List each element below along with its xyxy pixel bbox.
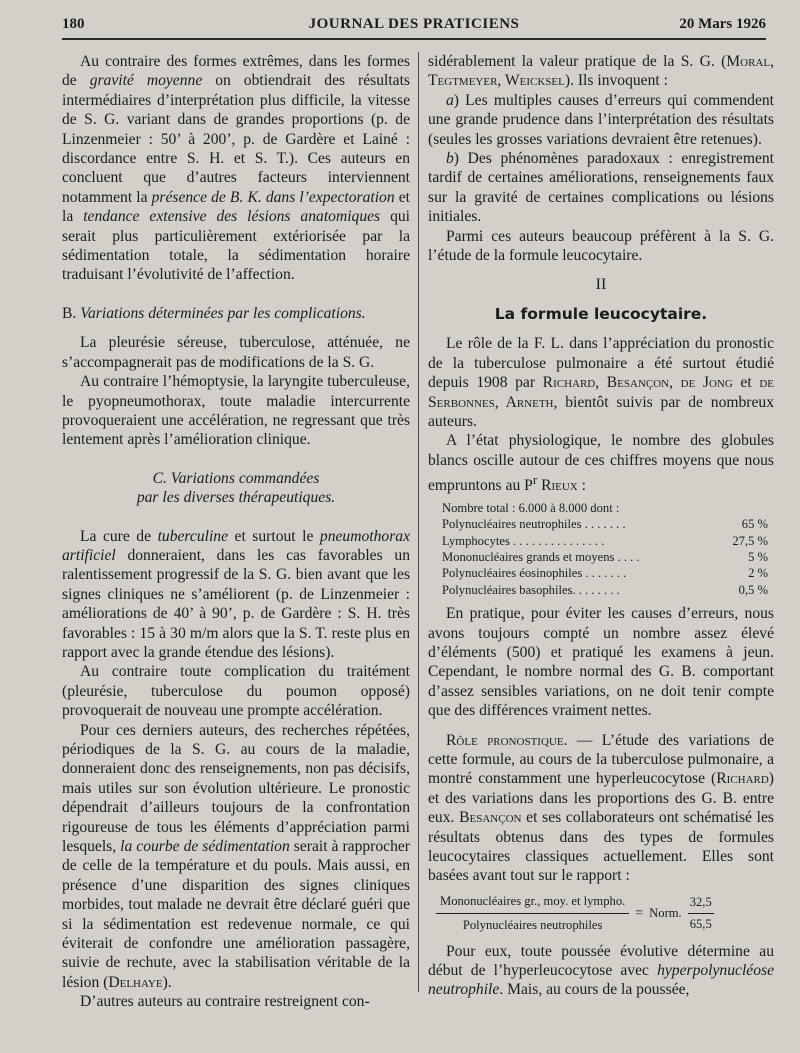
paragraph: En pratique, pour éviter les causes d’erreurs, nous avons toujours compté un nombre assez élevé d’éléments (500) et pratiqué les examens à jeun. Cependant, le nombre normal des G. B. comportant d’assez sensibles variations, on ne doit tenir compte que des différences vraiment nettes. <box>428 605 774 720</box>
paragraph: b) Des phénomènes paradoxaux : enregistrement tardif de certaines améliorations, renseignements faux sur la gravité de certaines complications ou lésions initiales. <box>428 150 774 226</box>
table-cell-value: 65 % <box>741 517 768 532</box>
formula-fraction <box>436 892 629 936</box>
section-title: La formule leucocytaire. <box>494 304 708 323</box>
paragraph: a) Les multiples causes d’erreurs qui commendent une grande prudence dans l’interprétation des résultats (seules les grosses variations devraient être retenues). <box>428 91 774 148</box>
paragraph: D’autres auteurs au contraire restreignent con- <box>80 993 370 1011</box>
table-cell-value: 2 % <box>748 566 768 581</box>
formula-equals: = <box>635 906 644 922</box>
subsection-heading-c: C. Variations commandées par les diverses thérapeutiques. <box>136 469 336 507</box>
header-rule <box>62 38 766 40</box>
paragraph: Au contraire l’hémoptysie, la laryngite tuberculeuse, le pyopneumothorax, toute maladie intercurrente provoqueraient une accélération, ne regressant que très lentement après l’amélioration clinique. <box>62 373 410 449</box>
table-cell-value: 27,5 % <box>732 533 768 548</box>
formula-norm-label: Norm. <box>649 906 682 921</box>
table-row <box>442 582 768 598</box>
page-number: 180 <box>62 16 85 32</box>
section-number: II <box>595 276 607 294</box>
ratio-formula <box>436 892 774 936</box>
paragraph: Rôle pronostique. — L’étude des variations de cette formule, au cours de la tuberculose pulmonaire, a montré constamment une hyperleucocytose (Richard) et des variations dans les proportions des G. B. entre eux. Besançon et ses collaborateurs ont schématisé les résultats obtenus dans des types de formules leucocytaires classiques actuellement. Elles sont basées avant tout sur le rapport : <box>428 731 774 885</box>
subsection-heading-b: B. Variations déterminées par les complications. <box>62 304 366 322</box>
table-cell-value: 0,5 % <box>738 582 768 597</box>
paragraph: A l’état physiologique, le nombre des globules blancs oscille autour de ces chiffres moyens que nous empruntons au $P^r$ Rieux : <box>428 432 774 495</box>
issue-date: 20 Mars 1926 <box>679 16 766 32</box>
norm-numerator: 32,5 <box>688 893 714 914</box>
paragraph: Au contraire toute complication du traitément (pleurésie, tuberculose du poumon opposé) provoquerait de nouveau une prompte accélération. <box>62 663 410 720</box>
paragraph: La pleurésie séreuse, tuberculose, atténuée, ne s’accompagnerait pas de modifications de la S. G. <box>62 334 410 371</box>
paragraph: Parmi ces auteurs beaucoup préfèrent à la S. G. l’étude de la formule leucocytaire. <box>428 227 774 265</box>
leukocyte-table <box>442 500 768 598</box>
running-header <box>62 16 766 38</box>
journal-title: JOURNAL DES PRATICIENS <box>308 16 520 32</box>
column-divider <box>418 52 419 992</box>
table-row <box>442 516 768 532</box>
table-row <box>442 565 768 581</box>
table-row <box>442 533 768 549</box>
formula-numerator: Mononucléaires gr., moy. et lympho. <box>436 892 629 914</box>
paragraph: Pour ces derniers auteurs, des recherches répétées, périodiques de la S. G. au cours de la maladie, donneraient donc des renseignements, non pas décisifs, mais utiles sur son évolution ultérieure. Le pronostic dépendrait d’ailleurs toujours de la confrontation rigoureuse de tous les éléments d’appréciation parmi lesquels, la courbe de sédimentation serait à rapprocher de celle de la température et du pouls. Mais aussi, en présence d’une disparition des signes cliniques morbides, tout malade ne devrait être déclaré guéri que si la sédimentation est redevenue normale, ce qui éviterait de confondre une amélioration passagère, suivie de rechute, avec la stabilisation véritable de la lésion (Delhaye). <box>62 721 410 991</box>
paragraph: Au contraire des formes extrêmes, dans les formes de gravité moyenne on obtiendrait des résultats intermédiaires d’interprétation plus difficile, la vitesse de S. G. variant dans de grandes proportions (p. de Linzenmeier : 50’ à 200’, p. de Gardère et Lainé : discordance entre S. H. et S. T.). Ces auteurs en concluent que d’autres facteurs interviennent notamment la présence de B. K. dans l’expectoration et la tendance extensive des lésions anatomiques qui serait plus particulièrement extériorisée par la sédimentation totale, la sédimentation horaire traduisant l’évolutivité de l’affection. <box>62 53 411 284</box>
table-cell-label: Polynucléaires neutrophiles . . . . . . . <box>442 517 626 532</box>
paragraph: sidérablement la valeur pratique de la S. G. (Moral, Tegtmeyer, Weicksel). Ils invoquent : <box>428 53 774 90</box>
right-column <box>428 52 774 1000</box>
paragraph: La cure de tuberculine et surtout le pneumothorax artificiel donneraient, dans les cas favorables un ralentissement progressif de la S. G. bien avant que les signes cliniques ne s’améliorent (p. de Linzenmeier : améliorations de 40’ à 90’, p. de Gardère : S. H. très favorables : 15 à 30 m/m alors que la S. T. reste plus en rapport avec la grande étendue des lésions). <box>62 527 411 661</box>
paragraph: Le rôle de la F. L. dans l’appréciation du pronostic de la tuberculose pulmonaire a été surtout étudié depuis 1908 par Richard, Besançon, de Jong et de Serbonnes, Arneth, bientôt suivis par de nombreux auteurs. <box>428 335 774 430</box>
left-column <box>62 52 410 1012</box>
formula-norm-fraction <box>688 893 714 935</box>
table-total: Nombre total : 6.000 à 8.000 dont : <box>442 500 620 515</box>
table-row <box>442 549 768 565</box>
norm-denominator: 65,5 <box>689 917 712 932</box>
table-cell-value: 5 % <box>748 549 768 564</box>
formula-denominator: Polynucléaires neutrophiles <box>462 918 603 933</box>
table-cell-label: Lymphocytes . . . . . . . . . . . . . . . <box>442 533 605 548</box>
paragraph: Pour eux, toute poussée évolutive détermine au début de l’hyperleucocytose avec hyperpolynucléose neutrophile. Mais, au cours de la poussée, <box>428 942 774 999</box>
table-cell-label: Polynucléaires basophiles. . . . . . . . <box>442 582 620 597</box>
table-cell-label: Mononucléaires grands et moyens . . . . <box>442 549 640 564</box>
table-cell-label: Polynucléaires éosinophiles . . . . . . . <box>442 566 627 581</box>
